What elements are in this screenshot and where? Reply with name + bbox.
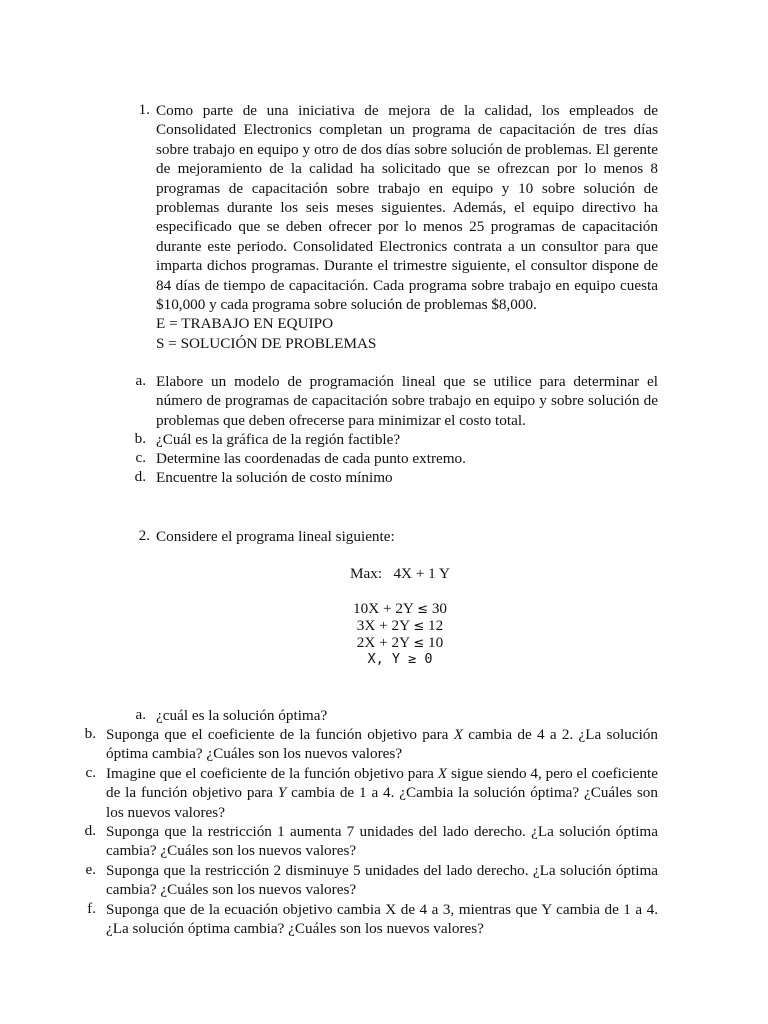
text-line: los nuevos valores? — [106, 803, 225, 821]
question-1c-label: c. — [135, 449, 146, 466]
nonnegativity-constraint: X, Y ≥ 0 — [367, 651, 433, 667]
text-line: óptima cambia? ¿Cuáles son los nuevos valores? — [106, 745, 403, 763]
question-2b-label: b. — [84, 725, 96, 742]
question-2d-text — [106, 822, 658, 861]
text-line: ¿Cuál es la gráfica de la región factible? — [156, 431, 401, 448]
text-line: Considere el programa lineal siguiente: — [156, 528, 395, 545]
constraint-rhs: 12 — [428, 617, 444, 634]
leq-symbol: ≤ — [413, 636, 425, 651]
question-1a-text — [156, 372, 658, 430]
variable-y: Y — [277, 784, 287, 802]
text-line: durante este periodo. Consolidated Electronics contrata a un consultor para que — [156, 237, 658, 255]
text-line: sobre trabajo en equipo y otro de dos días sobre solución de problemas. El gerente — [156, 140, 658, 158]
text-line: Consolidated Electronics completan un programa de capacitación de tres días — [156, 121, 658, 139]
question-2c-text — [106, 764, 658, 822]
text-line: Suponga que de la ecuación objetivo cambia X de 4 a 3, mientras que Y cambia de 1 a 4. — [106, 901, 658, 918]
text-line: imparta dichos programas. Durante el trimestre siguiente, el consultor dispone de — [156, 257, 658, 275]
question-2a-text — [156, 706, 658, 725]
question-2a-label: a. — [135, 706, 146, 723]
question-2f-label: f. — [87, 900, 96, 917]
variable-definition-s: S = SOLUCIÓN DE PROBLEMAS — [156, 334, 377, 352]
text-line: Encuentre la solución de costo mínimo — [156, 469, 393, 486]
objective-text: Max: 4X + 1 Y — [350, 565, 450, 582]
text-line — [106, 764, 658, 783]
leq-symbol: ≤ — [417, 602, 429, 617]
text-line: 84 días de tiempo de capacitación. Cada programa sobre trabajo en equipo cuesta — [156, 276, 658, 294]
text-line: especificado que se deben ofrecer por lo menos 25 programas de capacitación — [156, 218, 658, 236]
question-2b-text — [106, 725, 658, 764]
question-1b-text — [156, 430, 658, 449]
question-2d-label: d. — [84, 822, 96, 839]
constraint-2 — [300, 617, 500, 634]
question-2e-text — [106, 861, 658, 900]
text-line: programas de capacitación sobre trabajo en equipo y 10 sobre solución de — [156, 179, 658, 197]
constraint-lhs: 2X + 2Y — [356, 634, 410, 651]
problem-2-number: 2. — [138, 527, 150, 544]
question-1b-label: b. — [134, 430, 146, 447]
text-segment: Suponga que el coeficiente de la función objetivo para — [106, 726, 454, 743]
text-line: Como parte de una iniciativa de mejora de la calidad, los empleados de — [156, 102, 658, 119]
variable-definition-e: E = TRABAJO EN EQUIPO — [156, 315, 334, 333]
question-2e-label: e. — [85, 861, 96, 878]
constraint-lhs: 10X + 2Y — [353, 600, 414, 617]
text-line: ¿cuál es la solución óptima? — [156, 707, 328, 724]
problem-1-text — [156, 101, 658, 353]
text-line: Suponga que la restricción 2 disminuye 5 unidades del lado derecho. ¿La solución óptima — [106, 862, 658, 879]
text-line: problemas durante los seis meses siguientes. Además, el equipo directivo ha — [156, 198, 658, 216]
text-segment: cambia de 4 a 2. ¿La solución — [462, 726, 658, 743]
question-2f-text — [106, 900, 658, 939]
constraints — [300, 600, 500, 668]
constraint-rhs: 10 — [428, 634, 444, 651]
text-segment: Imagine que el coeficiente de la función objetivo para — [106, 765, 438, 782]
constraint-3 — [300, 634, 500, 651]
text-line: Suponga que la restricción 1 aumenta 7 unidades del lado derecho. ¿La solución óptima — [106, 823, 658, 840]
text-line: cambia? ¿Cuáles son los nuevos valores? — [106, 881, 357, 899]
text-line: $10,000 y cada programa sobre solución de problemas $8,000. — [156, 295, 537, 313]
question-2c-label: c. — [85, 764, 96, 781]
text-line: Elabore un modelo de programación lineal que se utilice para determinar el — [156, 373, 658, 390]
text-line: Determine las coordenadas de cada punto extremo. — [156, 450, 466, 467]
problem-1-number: 1. — [138, 101, 150, 118]
text-line: de mejoramiento de la calidad ha solicitado que se ofrezcan por lo menos 8 — [156, 160, 658, 178]
text-line: cambia? ¿Cuáles son los nuevos valores? — [106, 842, 357, 860]
objective-function — [300, 565, 500, 582]
text-segment: de la función objetivo para — [106, 784, 278, 802]
text-line: problemas que deben ofrecerse para minimizar el costo total. — [156, 411, 526, 429]
constraint-rhs: 30 — [431, 600, 447, 617]
leq-symbol: ≤ — [413, 619, 425, 634]
text-line: ¿La solución óptima cambia? ¿Cuáles son los nuevos valores? — [106, 920, 484, 938]
text-line — [106, 783, 658, 802]
text-segment: sigue siendo 4, pero el coeficiente — [447, 765, 658, 782]
constraint-lhs: 3X + 2Y — [356, 617, 410, 634]
text-line: número de programas de capacitación sobre trabajo en equipo y sobre solución de — [156, 392, 658, 410]
problem-2-intro — [156, 527, 658, 546]
constraint-1 — [300, 600, 500, 617]
question-1a-label: a. — [135, 372, 146, 389]
question-1d-text — [156, 468, 658, 487]
question-1d-label: d. — [134, 468, 146, 485]
variable-x: X — [453, 726, 463, 743]
text-segment: cambia de 1 a 4. ¿Cambia la solución óptima? ¿Cuáles son — [286, 784, 658, 802]
variable-x: X — [437, 765, 448, 782]
question-1c-text — [156, 449, 658, 468]
text-line — [106, 725, 658, 744]
